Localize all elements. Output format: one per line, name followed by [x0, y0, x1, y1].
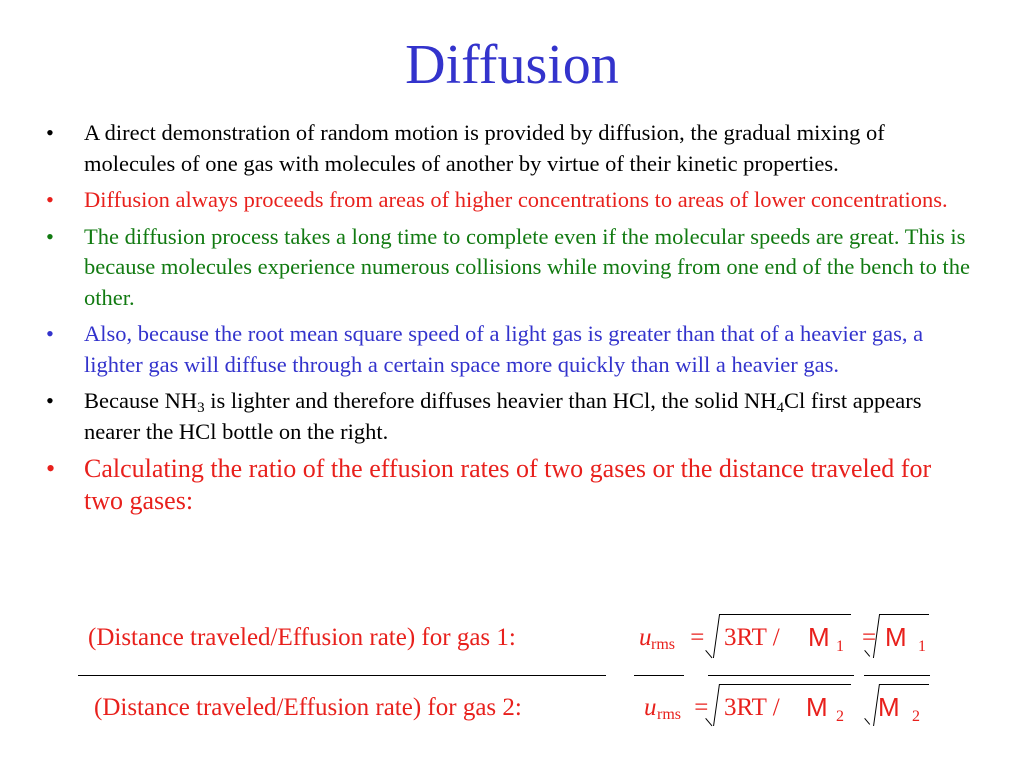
bullet-text: The diffusion process takes a long time to complete even if the molecular speeds are great. This is because molecules experience numerous collisions while moving from one end of the bench to the other.: [84, 223, 970, 310]
denominator-u: u: [644, 694, 657, 721]
bullet-text: A direct demonstration of random motion is provided by diffusion, the gradual mixing of molecules of one gas with molecules of another by virtue of their kinetic properties.: [84, 120, 885, 176]
denominator-sub: 2: [836, 708, 844, 725]
bullet-text: Also, because the root mean square speed of a light gas is greater than that of a heavier gas, a lighter gas will diffuse through a certain space more quickly than will a heavier gas.: [84, 321, 924, 377]
numerator-equals-2: =: [862, 624, 877, 651]
bullet-dot: •: [46, 120, 54, 145]
sqrt-bar-2: [879, 614, 929, 615]
numerator-sub-2: 1: [918, 638, 926, 655]
denominator-expr: 3RT /: [724, 694, 786, 721]
denominator-molar-mass: M: [806, 692, 828, 722]
sqrt-tick-4: [705, 718, 712, 726]
denominator-sub-2: 2: [912, 708, 920, 725]
sqrt-stem-4: [713, 684, 720, 726]
numerator-molar-mass: M: [808, 622, 830, 652]
fraction-bar-root: [708, 675, 854, 676]
fraction-bar-mass: [864, 675, 930, 676]
sqrt-bar-3: [719, 684, 851, 685]
bullet-dot: •: [46, 321, 54, 346]
bullet-text: Diffusion always proceeds from areas of higher concentrations to areas of lower concentrations.: [84, 187, 948, 212]
slide-title: Diffusion: [405, 34, 619, 96]
denominator-rms: rms: [657, 706, 681, 723]
denominator-molar-mass-2: M: [878, 692, 900, 722]
denominator-label: (Distance traveled/Effusion rate) for gas 2:: [94, 694, 535, 721]
sqrt-stem-1: [713, 614, 720, 658]
numerator-sub: 1: [836, 638, 844, 655]
denominator-equals: =: [688, 694, 709, 721]
numerator-molar-mass-2: M: [885, 622, 907, 652]
fraction-bar-u: [634, 675, 684, 676]
numerator-expr: 3RT /: [724, 624, 786, 651]
numerator-equals: =: [684, 624, 705, 651]
bullet-text: Calculating the ratio of the effusion rates of two gases or the distance traveled for two gases:: [84, 454, 932, 515]
numerator-rms: rms: [651, 636, 675, 653]
sqrt-bar-1: [719, 614, 851, 615]
numerator-label: (Distance traveled/Effusion rate) for gas 1:: [88, 624, 529, 651]
bullet-dot: •: [46, 454, 56, 483]
fraction-bar-label: [78, 675, 606, 676]
sqrt-bar-4: [879, 684, 929, 685]
sqrt-tick-3: [864, 718, 870, 725]
sqrt-tick-1: [705, 650, 712, 658]
bullet-dot: •: [46, 187, 54, 212]
numerator-u: u: [639, 624, 652, 651]
bullet-text: Because $NH_3$ is lighter and therefore diffuses heavier than HCl, the solid $NH_4Cl$ first appears nearer the HCl bottle on the right.: [84, 388, 922, 444]
bullet-dot: •: [46, 223, 54, 249]
bullet-dot: •: [46, 388, 54, 413]
